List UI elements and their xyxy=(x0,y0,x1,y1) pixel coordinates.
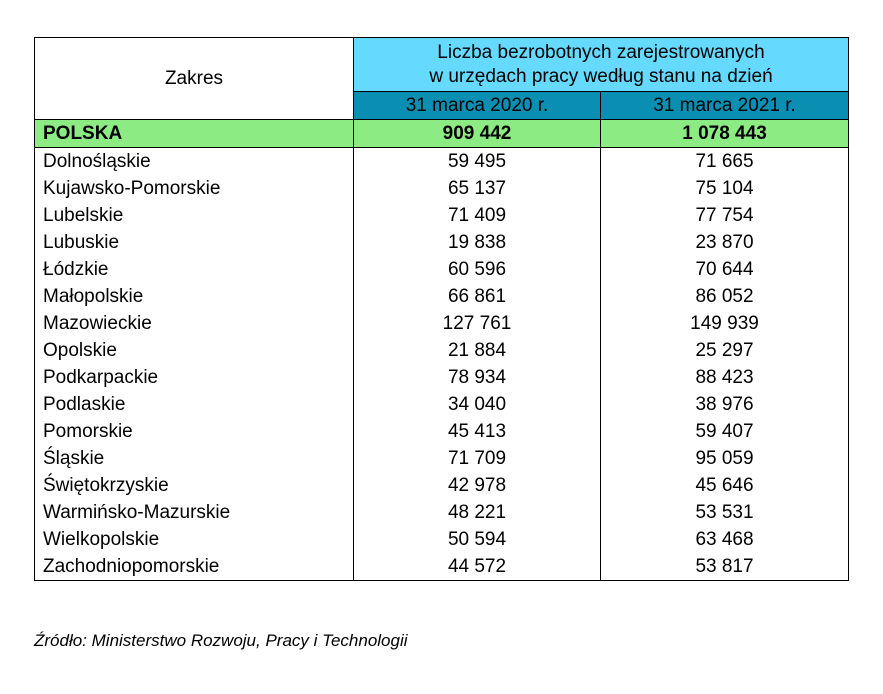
region-name: Podlaskie xyxy=(35,391,354,418)
value-2020: 71 709 xyxy=(354,445,601,472)
date-2021-header: 31 marca 2021 r. xyxy=(601,92,849,120)
region-column-header: Zakres xyxy=(35,38,354,120)
table-row xyxy=(35,337,849,364)
value-2020: 66 861 xyxy=(354,283,601,310)
value-2021: 38 976 xyxy=(601,391,849,418)
region-name: Warmińsko-Mazurskie xyxy=(35,499,354,526)
table-row xyxy=(35,472,849,499)
region-name: Podkarpackie xyxy=(35,364,354,391)
table-row xyxy=(35,310,849,337)
table-row xyxy=(35,202,849,229)
region-name: Mazowieckie xyxy=(35,310,354,337)
region-name: Małopolskie xyxy=(35,283,354,310)
value-2021: 53 531 xyxy=(601,499,849,526)
table-row xyxy=(35,391,849,418)
value-2021: 59 407 xyxy=(601,418,849,445)
table-row xyxy=(35,283,849,310)
region-name: Kujawsko-Pomorskie xyxy=(35,175,354,202)
table-row xyxy=(35,418,849,445)
table-row xyxy=(35,148,849,176)
table-title-header xyxy=(354,38,849,92)
value-2021: 25 297 xyxy=(601,337,849,364)
value-2021: 95 059 xyxy=(601,445,849,472)
value-2020: 45 413 xyxy=(354,418,601,445)
value-2021: 75 104 xyxy=(601,175,849,202)
table-row xyxy=(35,445,849,472)
value-2021: 23 870 xyxy=(601,229,849,256)
value-2020: 50 594 xyxy=(354,526,601,553)
region-name: Dolnośląskie xyxy=(35,148,354,176)
title-line-1: Liczba bezrobotnych zarejestrowanych xyxy=(437,41,765,63)
value-2020: 127 761 xyxy=(354,310,601,337)
date-2020-header: 31 marca 2020 r. xyxy=(354,92,601,120)
total-2021: 1 078 443 xyxy=(601,120,849,148)
region-name: Wielkopolskie xyxy=(35,526,354,553)
value-2020: 19 838 xyxy=(354,229,601,256)
table-row xyxy=(35,499,849,526)
table-row xyxy=(35,553,849,581)
value-2020: 78 934 xyxy=(354,364,601,391)
value-2020: 71 409 xyxy=(354,202,601,229)
value-2020: 21 884 xyxy=(354,337,601,364)
total-name: POLSKA xyxy=(35,120,354,148)
value-2020: 42 978 xyxy=(354,472,601,499)
unemployment-table xyxy=(34,37,849,581)
table-row xyxy=(35,175,849,202)
table-row xyxy=(35,526,849,553)
value-2021: 86 052 xyxy=(601,283,849,310)
value-2021: 71 665 xyxy=(601,148,849,176)
table-row xyxy=(35,364,849,391)
value-2020: 48 221 xyxy=(354,499,601,526)
value-2021: 149 939 xyxy=(601,310,849,337)
value-2021: 63 468 xyxy=(601,526,849,553)
table-row xyxy=(35,256,849,283)
region-name: Zachodniopomorskie xyxy=(35,553,354,581)
value-2020: 44 572 xyxy=(354,553,601,581)
value-2021: 77 754 xyxy=(601,202,849,229)
region-name: Łódzkie xyxy=(35,256,354,283)
value-2020: 65 137 xyxy=(354,175,601,202)
region-name: Lubelskie xyxy=(35,202,354,229)
value-2021: 70 644 xyxy=(601,256,849,283)
region-name: Świętokrzyskie xyxy=(35,472,354,499)
value-2021: 45 646 xyxy=(601,472,849,499)
region-name: Pomorskie xyxy=(35,418,354,445)
total-2020: 909 442 xyxy=(354,120,601,148)
total-row xyxy=(35,120,849,148)
value-2020: 60 596 xyxy=(354,256,601,283)
source-note: Źródło: Ministerstwo Rozwoju, Pracy i Technologii xyxy=(34,631,408,650)
title-line-2: w urzędach pracy według stanu na dzień xyxy=(429,65,773,87)
region-name: Śląskie xyxy=(35,445,354,472)
table-row xyxy=(35,229,849,256)
value-2021: 88 423 xyxy=(601,364,849,391)
value-2021: 53 817 xyxy=(601,553,849,581)
region-name: Lubuskie xyxy=(35,229,354,256)
value-2020: 34 040 xyxy=(354,391,601,418)
region-name: Opolskie xyxy=(35,337,354,364)
value-2020: 59 495 xyxy=(354,148,601,176)
